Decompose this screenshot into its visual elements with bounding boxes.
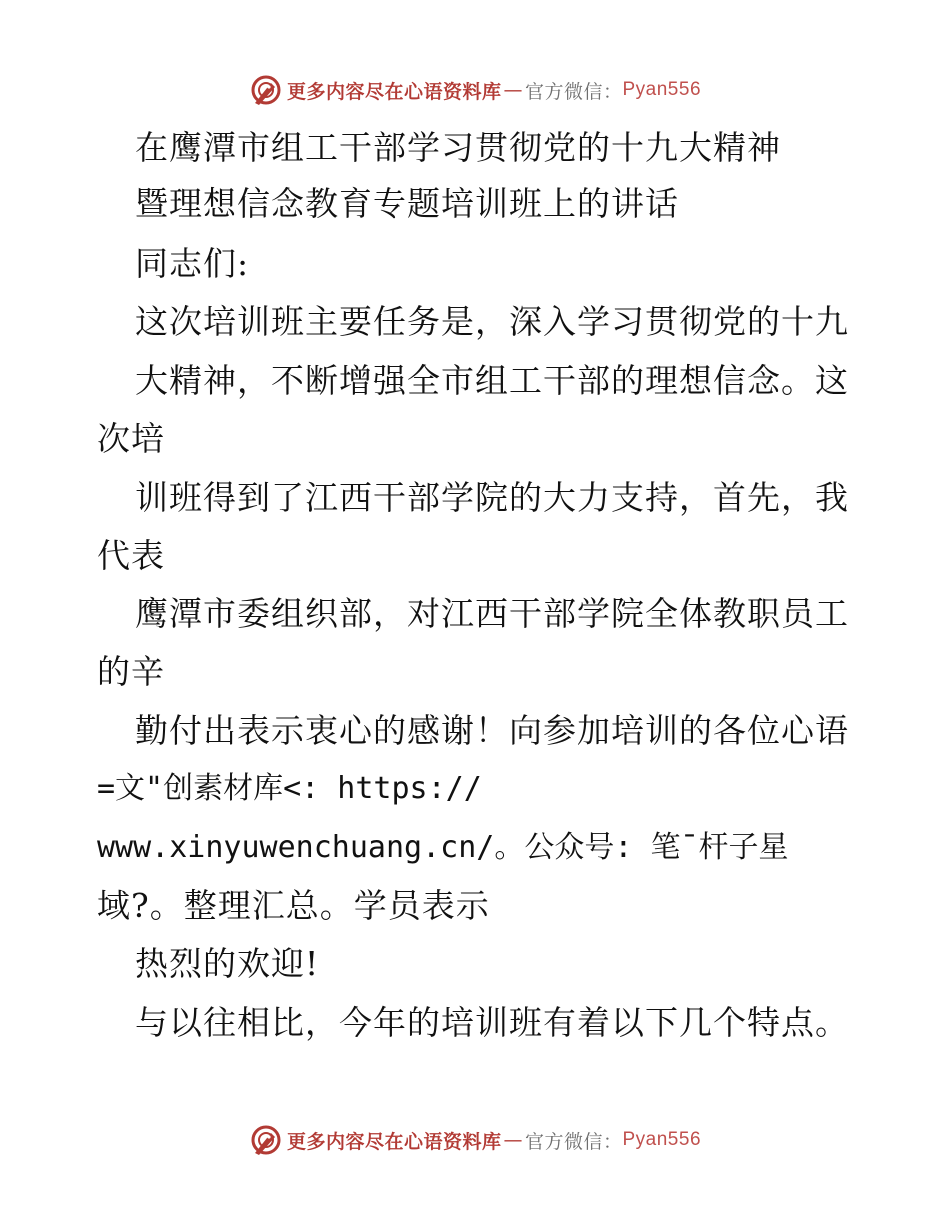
watermark-wechat-id: Pyan556 <box>622 1129 702 1150</box>
paragraph-1-line-1: 这次培训班主要任务是，深入学习贯彻党的十九 <box>135 302 849 341</box>
footer-watermark <box>0 1120 950 1160</box>
paragraph-1-line-12: 热烈的欢迎! <box>135 944 320 983</box>
pen-logo-icon <box>249 73 283 107</box>
pen-logo-icon <box>249 1123 283 1157</box>
watermark-label: 官方微信： <box>524 1130 623 1153</box>
watermark-dash: — <box>503 79 523 101</box>
watermark-label: 官方微信： <box>524 80 623 103</box>
watermark-main-text: 更多内容尽在心语资料库 <box>286 1130 502 1153</box>
paragraph-1-line-5: 代表 <box>97 536 165 575</box>
salutation: 同志们: <box>135 244 250 283</box>
paragraph-1-line-6: 鹰潭市委组织部，对江西干部学院全体教职员工 <box>135 594 849 633</box>
title-line-1: 在鹰潭市组工干部学习贯彻党的十九大精神 <box>135 128 781 167</box>
watermark-dash: — <box>503 1129 523 1151</box>
paragraph-1-line-8: 勤付出表示衷心的感谢！向参加培训的各位心语 <box>135 711 849 750</box>
watermark-main-text: 更多内容尽在心语资料库 <box>286 80 502 103</box>
title-line-2: 暨理想信念教育专题培训班上的讲话 <box>135 184 679 223</box>
paragraph-1-line-4: 训班得到了江西干部学院的大力支持，首先，我 <box>135 478 849 517</box>
paragraph-2-line-1: 与以往相比，今年的培训班有着以下几个特点。 <box>135 1003 849 1042</box>
paragraph-1-line-10: www.xinyuwenchuang.cn/。公众号: 笔¯杆子星 <box>97 830 789 865</box>
paragraph-1-line-11: 域?。整理汇总。学员表示 <box>97 886 490 925</box>
paragraph-1-line-7: 的辛 <box>97 652 165 691</box>
watermark-wechat-id: Pyan556 <box>622 79 702 100</box>
paragraph-1-line-2: 大精神，不断增强全市组工干部的理想信念。这 <box>135 361 849 400</box>
header-watermark <box>0 70 950 110</box>
paragraph-1-line-9: =文"创素材库<: https:// <box>97 771 482 806</box>
paragraph-1-line-3: 次培 <box>97 419 165 458</box>
